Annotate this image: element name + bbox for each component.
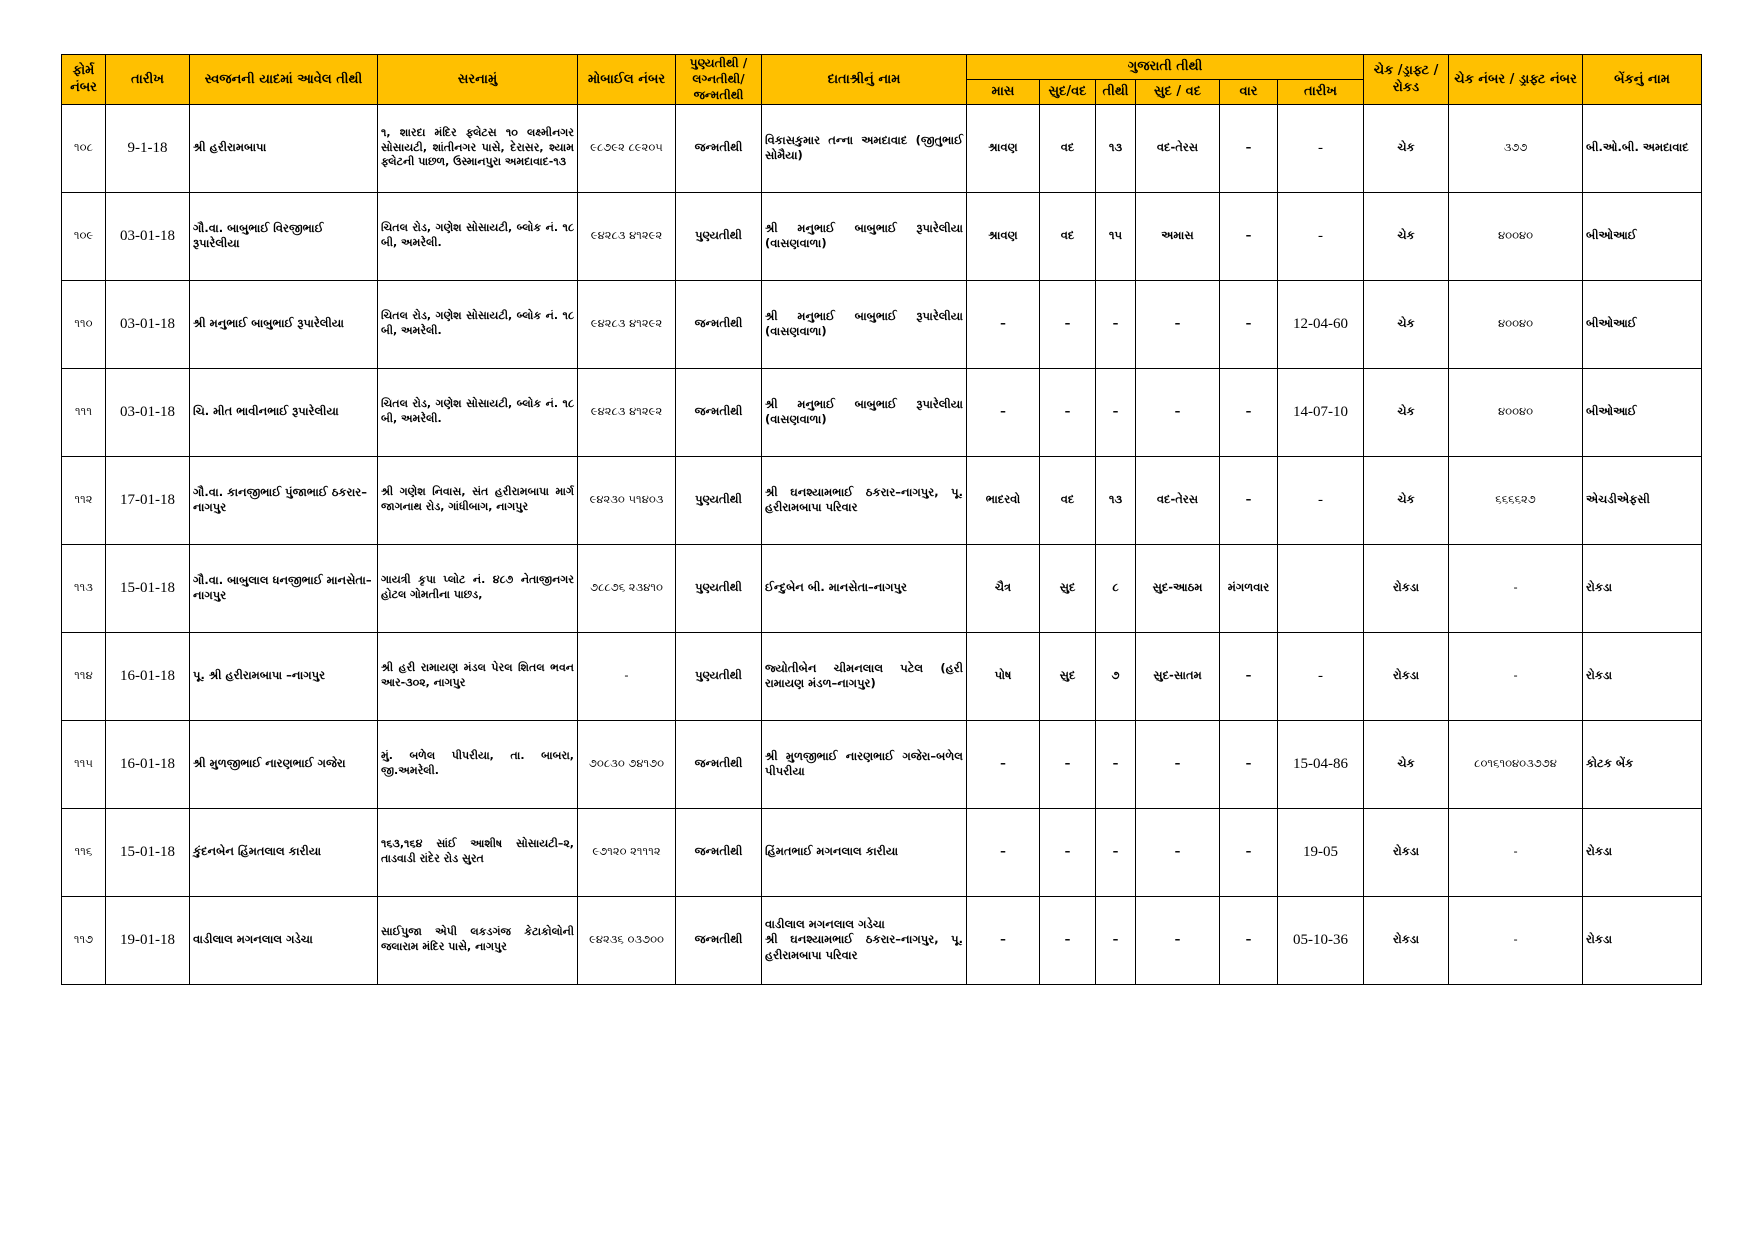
cell-relative: ગૌ.વા. બાબુભાઈ વિરજીભાઈ રૂપારેલીયા [190,192,378,280]
cell-bank: રોકડા [1583,632,1702,720]
cell-relative: વાડીલાલ મગનલાલ ગડેચા [190,896,378,984]
cell-month: શ્રાવણ [967,104,1040,192]
cell-month: – [967,720,1040,808]
cell-payment-mode: રોકડા [1364,808,1449,896]
cell-mobile: ૯૪૨૮૩ ૪૧૨૯૨ [578,280,676,368]
cell-tithi: – [1096,280,1136,368]
table-row [62,104,1702,192]
cell-donor [762,280,967,368]
cell-tithi: ૧૫ [1096,192,1136,280]
cell-address: ચિતલ રોડ, ગણેશ સોસાયટી, બ્લોક નં. ૧૮ બી, અમરેલી. [378,192,578,280]
cell-sud-vad-day: – [1136,280,1220,368]
cell-donor [762,456,967,544]
header-payment-mode: ચેક /ડ્રાફ્ટ / રોકડ [1364,55,1449,105]
cell-tithi: ૧૩ [1096,456,1136,544]
cell-month: પોષ [967,632,1040,720]
cell-sud-vad: – [1040,368,1096,456]
cell-tithi: – [1096,720,1136,808]
cell-sud-vad-day: – [1136,808,1220,896]
cell-form-no: ૧૧૭ [62,896,106,984]
cell-weekday: – [1220,280,1278,368]
cell-mobile: ૯૪૨૮૩ ૪૧૨૯૨ [578,368,676,456]
donor-line: શ્રી મનુભાઈ બાબુભાઈ રૂપારેલીયા (વાસણવાળા) [765,220,963,251]
cell-month: – [967,896,1040,984]
cell-sud-vad-day: સુદ-સાતમ [1136,632,1220,720]
cell-form-no: ૧૦૯ [62,192,106,280]
cell-weekday: – [1220,896,1278,984]
cell-occasion: પુણ્યતીથી [676,544,762,632]
cell-address: મું. બળેલ પીપરીયા, તા. બાબરા, જી.અમરેલી. [378,720,578,808]
cell-bank: એચડીએફસી [1583,456,1702,544]
cell-tithi-date: 05-10-36 [1278,896,1364,984]
header-mobile: મોબાઈલ નંબર [578,55,676,105]
cell-relative: કુંદનબેન હિંમતલાલ કારીયા [190,808,378,896]
cell-mobile: ૭૮૮૭૬ ૨૩૪૧૦ [578,544,676,632]
cell-form-no: ૧૧૧ [62,368,106,456]
header-relative-memory-date: સ્વજનની યાદમાં આવેલ તીથી [190,55,378,105]
cell-month: – [967,280,1040,368]
cell-bank: બીઓઆઈ [1583,192,1702,280]
header-form-no: ફોર્મ નંબર [62,55,106,105]
cell-address: ચિતલ રોડ, ગણેશ સોસાયટી, બ્લોક નં. ૧૮ બી, અમરેલી. [378,368,578,456]
cell-tithi-date: 15-04-86 [1278,720,1364,808]
cell-tithi-date: 14-07-10 [1278,368,1364,456]
cell-sud-vad-day: – [1136,720,1220,808]
cell-month: – [967,368,1040,456]
cell-address: સાઈપુજા એપી લકડગંજ કેટાકોલોની જલારામ મંદિર પાસે, નાગપુર [378,896,578,984]
cell-bank: રોકડા [1583,544,1702,632]
donor-line: શ્રી ઘનશ્યામભાઈ ઠકરાર–નાગપુર, પૂ. હરીરામબાપા પરિવાર [765,932,963,962]
cell-cheque-no: ૮૦૧૬૧૦૪૦૩૭૭૪ [1449,720,1583,808]
cell-date: 17-01-18 [106,456,190,544]
cell-date: 15-01-18 [106,808,190,896]
donor-line: શ્રી મનુભાઈ બાબુભાઈ રૂપારેલીયા (વાસણવાળા) [765,396,963,427]
table-row [62,280,1702,368]
cell-bank: બી.ઓ.બી. અમદાવાદ [1583,104,1702,192]
cell-sud-vad-day: વદ-તેરસ [1136,456,1220,544]
donation-register-table [61,54,1702,985]
table-body [62,104,1702,984]
cell-payment-mode: ચેક [1364,104,1449,192]
cell-tithi-date [1278,544,1364,632]
table-row [62,368,1702,456]
cell-month: – [967,808,1040,896]
cell-donor [762,368,967,456]
cell-sud-vad: – [1040,896,1096,984]
cell-cheque-no: ૪૦૦૪૦ [1449,192,1583,280]
cell-sud-vad: સુદ [1040,544,1096,632]
cell-tithi: ૧૩ [1096,104,1136,192]
cell-donor [762,808,967,896]
cell-weekday: – [1220,192,1278,280]
cell-weekday: – [1220,632,1278,720]
cell-form-no: ૧૧૩ [62,544,106,632]
donor-line: શ્રી ઘનશ્યામભાઈ ઠકરાર–નાગપુર, પૂ. હરીરામબાપા પરિવાર [765,484,963,515]
cell-bank: બીઓઆઈ [1583,368,1702,456]
cell-tithi: ૭ [1096,632,1136,720]
cell-cheque-no: ૩૭૭ [1449,104,1583,192]
table-row [62,896,1702,984]
cell-form-no: ૧૧૫ [62,720,106,808]
donor-line: શ્રી મુળજીભાઈ નારણભાઈ ગજેરા–બળેલ પીપરીયા [765,748,963,779]
cell-mobile: ૯૭૧૨૦ ૨૧૧૧૨ [578,808,676,896]
cell-form-no: ૧૦૮ [62,104,106,192]
cell-payment-mode: ચેક [1364,456,1449,544]
table-row [62,192,1702,280]
cell-tithi-date: - [1278,192,1364,280]
cell-sud-vad: વદ [1040,456,1096,544]
cell-sud-vad: – [1040,808,1096,896]
cell-cheque-no: ૪૦૦૪૦ [1449,368,1583,456]
cell-address: ચિતલ રોડ, ગણેશ સોસાયટી, બ્લોક નં. ૧૮ બી, અમરેલી. [378,280,578,368]
table-row [62,632,1702,720]
cell-weekday: મંગળવાર [1220,544,1278,632]
header-address: સરનામું [378,55,578,105]
header-sud-vad: સુદ/વદ [1040,79,1096,104]
cell-occasion: પુણ્યતીથી [676,192,762,280]
cell-cheque-no: - [1449,808,1583,896]
donor-line: હિંમતભાઈ મગનલાલ કારીયા [765,844,899,859]
cell-mobile: ૯૪૨૩૬ ૦૩૭૦૦ [578,896,676,984]
cell-sud-vad-day: અમાસ [1136,192,1220,280]
cell-date: 16-01-18 [106,720,190,808]
cell-date: 16-01-18 [106,632,190,720]
cell-payment-mode: ચેક [1364,720,1449,808]
cell-tithi: – [1096,896,1136,984]
cell-cheque-no: ૬૬૬૬૨૭ [1449,456,1583,544]
donor-line: વાડીલાલ મગનલાલ ગડેચા [765,916,885,931]
cell-form-no: ૧૧૦ [62,280,106,368]
cell-address: શ્રી હરી રામાયણ મંડલ પેરલ શિતલ ભવન આર-૩૦૨, નાગપુર [378,632,578,720]
cell-cheque-no: ૪૦૦૪૦ [1449,280,1583,368]
cell-relative: શ્રી મનુભાઈ બાબુભાઈ રૂપારેલીયા [190,280,378,368]
cell-weekday: – [1220,456,1278,544]
cell-relative: ગૌ.વા. કાનજીભાઈ પુંજાભાઈ ઠકરાર–નાગપુર [190,456,378,544]
cell-sud-vad-day: વદ-તેરસ [1136,104,1220,192]
cell-sud-vad: સુદ [1040,632,1096,720]
cell-sud-vad-day: સુદ-આઠમ [1136,544,1220,632]
cell-form-no: ૧૧૨ [62,456,106,544]
cell-month: ભાદરવો [967,456,1040,544]
cell-relative: પૂ. શ્રી હરીરામબાપા –નાગપુર [190,632,378,720]
cell-weekday: – [1220,720,1278,808]
cell-occasion: પુણ્યતીથી [676,632,762,720]
header-bank-name: બેંકનું નામ [1583,55,1702,105]
cell-date: 03-01-18 [106,280,190,368]
cell-relative: ચિ. મીત ભાવીનભાઈ રૂપારેલીયા [190,368,378,456]
cell-cheque-no: - [1449,896,1583,984]
cell-donor [762,192,967,280]
cell-sud-vad: વદ [1040,104,1096,192]
cell-cheque-no: - [1449,544,1583,632]
cell-sud-vad-day: – [1136,896,1220,984]
cell-weekday: – [1220,368,1278,456]
header-month: માસ [967,79,1040,104]
cell-mobile: ૭૦૮૩૦ ૭૪૧૭૦ [578,720,676,808]
table-row [62,456,1702,544]
table-row [62,544,1702,632]
header-weekday: વાર [1220,79,1278,104]
table-row [62,808,1702,896]
cell-payment-mode: રોકડા [1364,632,1449,720]
cell-occasion: જન્મતીથી [676,808,762,896]
cell-bank: રોકડા [1583,808,1702,896]
cell-cheque-no: - [1449,632,1583,720]
cell-form-no: ૧૧૪ [62,632,106,720]
cell-sud-vad: વદ [1040,192,1096,280]
cell-form-no: ૧૧૬ [62,808,106,896]
cell-payment-mode: ચેક [1364,192,1449,280]
header-cheque-no: ચેક નંબર / ડ્રાફ્ટ નંબર [1449,55,1583,105]
cell-bank: કોટક બેંક [1583,720,1702,808]
cell-sud-vad-day: – [1136,368,1220,456]
cell-tithi-date: 12-04-60 [1278,280,1364,368]
cell-date: 9-1-18 [106,104,190,192]
cell-tithi-date: - [1278,632,1364,720]
cell-date: 03-01-18 [106,368,190,456]
cell-occasion: જન્મતીથી [676,368,762,456]
header-sud-vad-day: સુદ / વદ [1136,79,1220,104]
cell-relative: ગૌ.વા. બાબુલાલ ધનજીભાઈ માનસેતા–નાગપુર [190,544,378,632]
donor-line: શ્રી મનુભાઈ બાબુભાઈ રૂપારેલીયા (વાસણવાળા) [765,308,963,339]
cell-date: 19-01-18 [106,896,190,984]
header-date: તારીખ [106,55,190,105]
cell-weekday: – [1220,808,1278,896]
cell-tithi: – [1096,368,1136,456]
donor-line: ઈન્દુબેન બી. માનસેતા–નાગપુર [765,580,907,595]
cell-address: શ્રી ગણેશ નિવાસ, સંત હરીરામબાપા માર્ગ જાગનાથ રોડ, ગાંધીબાગ, નાગપુર [378,456,578,544]
cell-address: ૧, શારદા મંદિર ફ્લેટસ ૧૦ લક્ષ્મીનગર સોસાયટી, શાંતીનગર પાસે, દેરાસર, શ્યામ ફ્લેટની પાછળ, ઉસ્માનપુરા અમદાવાદ-૧૩ [378,104,578,192]
cell-sud-vad: – [1040,720,1096,808]
header-occasion: પુણ્યતીથી / લગ્નતીથી/ જન્મતીથી [676,55,762,105]
cell-bank: રોકડા [1583,896,1702,984]
table-header [62,55,1702,105]
cell-occasion: પુણ્યતીથી [676,456,762,544]
cell-address: ૧૬૩,૧૬૪ સાંઈ આશીષ સોસાયટી–૨, તાડવાડી રાંદેર રોડ સુરત [378,808,578,896]
cell-payment-mode: રોકડા [1364,544,1449,632]
cell-donor [762,104,967,192]
donor-line: જ્યોતીબેન ચીમનલાલ પટેલ (હરી રામાયણ મંડળ–નાગપુર) [765,660,963,691]
cell-mobile: ૯૪૨૩૦ ૫૧૪૦૩ [578,456,676,544]
cell-month: શ્રાવણ [967,192,1040,280]
cell-payment-mode: ચેક [1364,280,1449,368]
cell-date: 03-01-18 [106,192,190,280]
cell-occasion: જન્મતીથી [676,720,762,808]
cell-tithi: ૮ [1096,544,1136,632]
cell-tithi-date: - [1278,104,1364,192]
cell-bank: બીઓઆઈ [1583,280,1702,368]
header-gujarati-tithi: ગુજરાતી તીથી [967,55,1364,80]
cell-payment-mode: રોકડા [1364,896,1449,984]
cell-payment-mode: ચેક [1364,368,1449,456]
cell-month: ચૈત્ર [967,544,1040,632]
cell-mobile: ૯૪૨૮૩ ૪૧૨૯૨ [578,192,676,280]
cell-sud-vad: – [1040,280,1096,368]
cell-donor [762,896,967,984]
cell-date: 15-01-18 [106,544,190,632]
cell-tithi: – [1096,808,1136,896]
header-tithi-date: તારીખ [1278,79,1364,104]
cell-address: ગાયત્રી કૃપા પ્લોટ નં. ૪૮૭ નેતાજીનગર હોટલ ગોમતીના પાછડ, [378,544,578,632]
cell-donor [762,720,967,808]
cell-donor [762,544,967,632]
cell-relative: શ્રી હરીરામબાપા [190,104,378,192]
cell-tithi-date: 19-05 [1278,808,1364,896]
cell-occasion: જન્મતીથી [676,896,762,984]
cell-occasion: જન્મતીથી [676,280,762,368]
cell-occasion: જન્મતીથી [676,104,762,192]
header-donor-name: દાતાશ્રીનું નામ [762,55,967,105]
cell-weekday: – [1220,104,1278,192]
cell-mobile: ૯૮૭૯૨ ૮૯૨૦૫ [578,104,676,192]
donor-line: વિકાસકુમાર તન્ના અમદાવાદ (જીતુભાઈ સોમૈયા) [765,132,963,163]
cell-mobile: - [578,632,676,720]
cell-relative: શ્રી મુળજીભાઈ નારણભાઈ ગજેરા [190,720,378,808]
cell-donor [762,632,967,720]
table-row [62,720,1702,808]
header-tithi: તીથી [1096,79,1136,104]
cell-tithi-date: - [1278,456,1364,544]
